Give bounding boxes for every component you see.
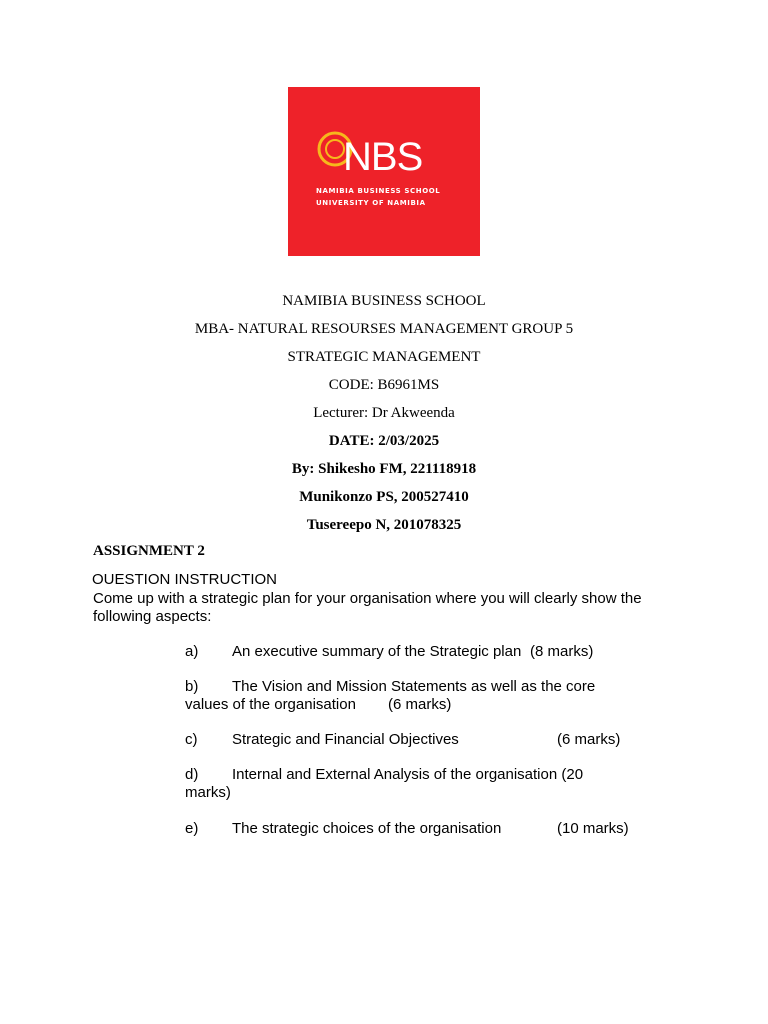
- item-letter: b): [185, 678, 199, 695]
- author-3: Tusereepo N, 201078325: [306, 517, 462, 533]
- logo-school-name: NAMIBIA BUSINESS SCHOOL: [316, 187, 441, 195]
- item-text: The Vision and Mission Statements as well as the core: [232, 678, 596, 695]
- assignment-title: ASSIGNMENT 2: [93, 543, 205, 559]
- author-1: By: Shikesho FM, 221118918: [291, 461, 477, 477]
- logo-university-name: UNIVERSITY OF NAMIBIA: [316, 199, 426, 207]
- course-code: CODE: B6961MS: [328, 377, 440, 393]
- lecturer: Lecturer: Dr Akweenda: [313, 405, 455, 421]
- item-text-continued: values of the organisation: [185, 696, 356, 713]
- submission-date: DATE: 2/03/2025: [328, 433, 440, 449]
- course-name: STRATEGIC MANAGEMENT: [287, 349, 481, 365]
- item-text: Internal and External Analysis of the organisation (20: [232, 766, 584, 783]
- instruction-line-1: Come up with a strategic plan for your organisation where you will clearly show the: [93, 590, 642, 607]
- item-marks: (8 marks): [530, 643, 594, 660]
- item-text: Strategic and Financial Objectives: [232, 731, 459, 748]
- item-letter: e): [185, 820, 199, 837]
- instruction-heading: OUESTION INSTRUCTION: [92, 571, 278, 588]
- item-text: The strategic choices of the organisation: [232, 820, 502, 837]
- item-marks: (10 marks): [557, 820, 629, 837]
- nbs-logo: [288, 87, 480, 256]
- school-name: NAMIBIA BUSINESS SCHOOL: [282, 293, 486, 309]
- author-2: Munikonzo PS, 200527410: [299, 489, 469, 505]
- item-text: An executive summary of the Strategic plan: [232, 643, 522, 660]
- item-letter: c): [185, 731, 198, 748]
- item-letter: a): [185, 643, 199, 660]
- logo-abbreviation: NBS: [343, 135, 423, 179]
- item-letter: d): [185, 766, 199, 783]
- item-marks: (6 marks): [557, 731, 621, 748]
- item-text-continued: marks): [185, 784, 231, 801]
- program-name: MBA- NATURAL RESOURSES MANAGEMENT GROUP 5: [194, 321, 574, 337]
- instruction-line-2: following aspects:: [93, 608, 212, 625]
- item-marks: (6 marks): [388, 696, 452, 713]
